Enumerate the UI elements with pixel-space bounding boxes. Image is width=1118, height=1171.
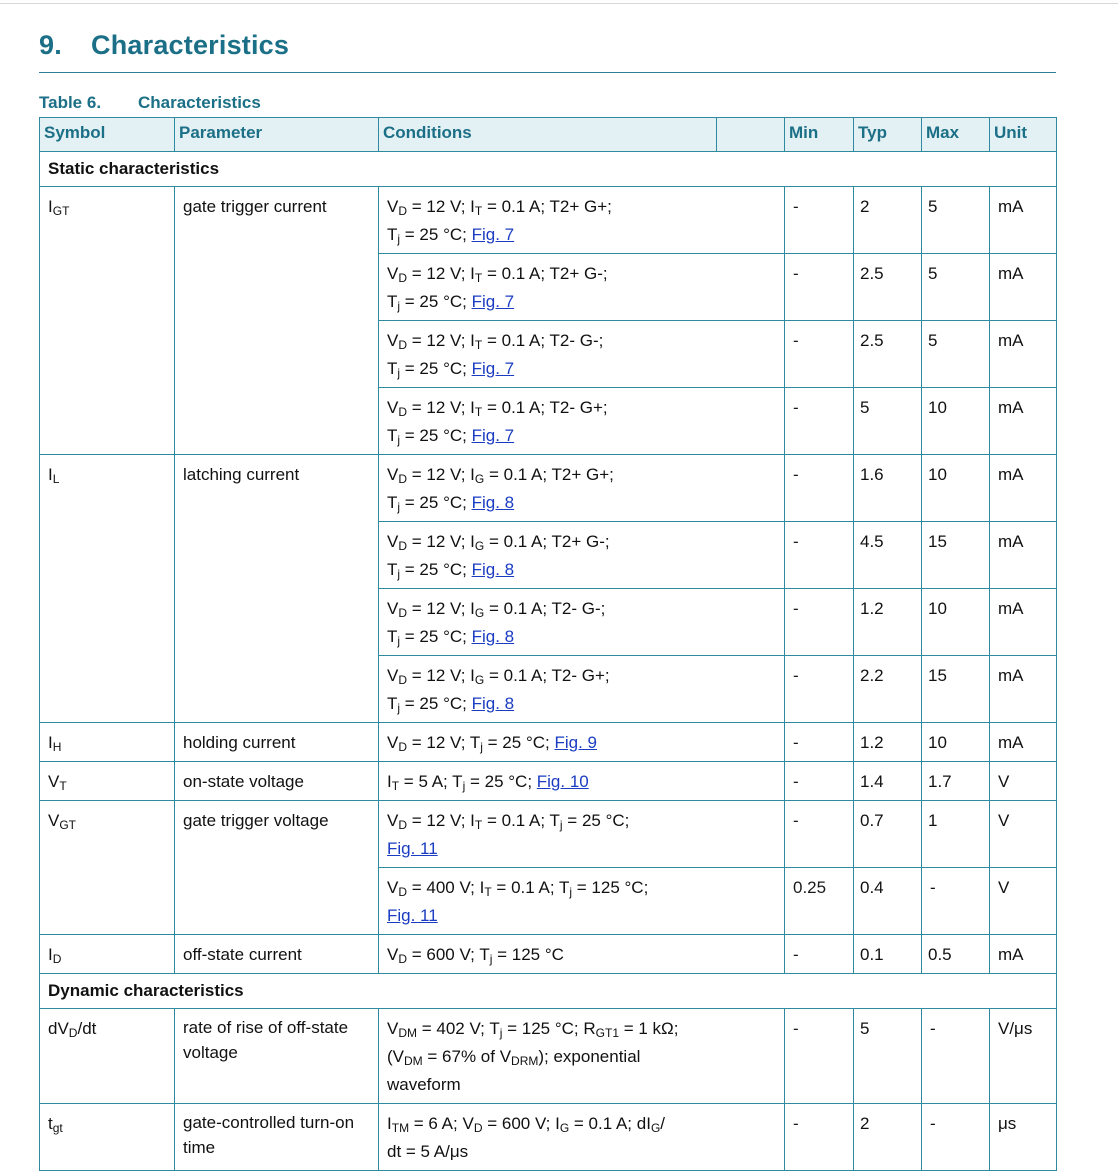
cell-symbol: $dV_D/dt$ bbox=[40, 1009, 175, 1104]
table-row bbox=[40, 455, 1057, 522]
cell-conditions: $V_D = 12$ V; $I_T = 0.1$ A; T2+ G+; $T_j = 25$ °C; Fig. 7 bbox=[379, 187, 785, 254]
cell-parameter: rate of rise of off-state voltage bbox=[175, 1009, 379, 1104]
cell-max: 15 bbox=[922, 656, 990, 723]
table-caption bbox=[39, 93, 261, 113]
cell-max: 5 bbox=[922, 187, 990, 254]
cell-min: 0.25 bbox=[785, 868, 854, 935]
cell-max: 10 bbox=[922, 723, 990, 762]
header-max: Max bbox=[922, 118, 990, 152]
cell-conditions: $V_D = 12$ V; $I_G = 0.1$ A; T2- G-; $T_j = 25$ °C; Fig. 8 bbox=[379, 589, 785, 656]
cell-unit: mA bbox=[990, 254, 1057, 321]
cell-symbol: $I_H$ bbox=[40, 723, 175, 762]
cell-max: 10 bbox=[922, 455, 990, 522]
cell-typ: 2.2 bbox=[854, 656, 922, 723]
fig-8-link[interactable]: Fig. 8 bbox=[471, 493, 515, 512]
cell-conditions: $V_D = 12$ V; $I_T = 0.1$ A; $T_j = 25$ °C; Fig. 11 bbox=[379, 801, 785, 868]
fig-11-link[interactable]: Fig. 11 bbox=[387, 839, 438, 858]
fig-7-link[interactable]: Fig. 7 bbox=[471, 292, 515, 311]
group-row-dynamic bbox=[40, 974, 1057, 1009]
cell-min: - bbox=[785, 762, 854, 801]
cell-max: 0.5 bbox=[922, 935, 990, 974]
cell-max: - bbox=[922, 868, 990, 935]
cell-typ: 1.2 bbox=[854, 589, 922, 656]
cell-unit: mA bbox=[990, 935, 1057, 974]
cell-unit: V bbox=[990, 801, 1057, 868]
cell-parameter: holding current bbox=[175, 723, 379, 762]
cell-symbol: $t_{gt}$ bbox=[40, 1104, 175, 1171]
cell-typ: 0.7 bbox=[854, 801, 922, 868]
table-row bbox=[40, 1104, 1057, 1171]
cell-max: - bbox=[922, 1104, 990, 1171]
cell-parameter: on-state voltage bbox=[175, 762, 379, 801]
cell-unit: mA bbox=[990, 589, 1057, 656]
cell-unit: mA bbox=[990, 187, 1057, 254]
cell-min: - bbox=[785, 589, 854, 656]
cell-conditions: $V_D = 12$ V; $I_G = 0.1$ A; T2+ G+; $T_j = 25$ °C; Fig. 8 bbox=[379, 455, 785, 522]
cell-max: 5 bbox=[922, 254, 990, 321]
cell-symbol: $V_T$ bbox=[40, 762, 175, 801]
cell-conditions: $V_D = 12$ V; $I_T = 0.1$ A; T2- G-; $T_j = 25$ °C; Fig. 7 bbox=[379, 321, 785, 388]
fig-7-link[interactable]: Fig. 7 bbox=[471, 225, 515, 244]
cell-typ: 5 bbox=[854, 1009, 922, 1104]
fig-11-link[interactable]: Fig. 11 bbox=[387, 906, 438, 925]
cell-unit: mA bbox=[990, 455, 1057, 522]
cell-unit: mA bbox=[990, 723, 1057, 762]
table-row bbox=[40, 935, 1057, 974]
cell-unit: V/μs bbox=[990, 1009, 1057, 1104]
group-row-static bbox=[40, 152, 1057, 187]
header-conditions: Conditions bbox=[379, 118, 717, 152]
cell-max: 15 bbox=[922, 522, 990, 589]
table-row bbox=[40, 801, 1057, 868]
cell-min: - bbox=[785, 1104, 854, 1171]
cell-typ: 0.4 bbox=[854, 868, 922, 935]
cell-max: 1 bbox=[922, 801, 990, 868]
cell-max: 1.7 bbox=[922, 762, 990, 801]
cell-unit: mA bbox=[990, 388, 1057, 455]
cell-unit: mA bbox=[990, 321, 1057, 388]
cell-parameter: gate-controlled turn-on time bbox=[175, 1104, 379, 1171]
cell-typ: 0.1 bbox=[854, 935, 922, 974]
cell-min: - bbox=[785, 801, 854, 868]
table-row bbox=[40, 723, 1057, 762]
cell-conditions: $V_D = 12$ V; $I_T = 0.1$ A; T2- G+; $T_j = 25$ °C; Fig. 7 bbox=[379, 388, 785, 455]
cell-symbol: $I_L$ bbox=[40, 455, 175, 723]
table-label: Table 6. bbox=[39, 93, 102, 112]
cell-max: - bbox=[922, 1009, 990, 1104]
fig-7-link[interactable]: Fig. 7 bbox=[471, 426, 515, 445]
cell-unit: mA bbox=[990, 522, 1057, 589]
cell-typ: 4.5 bbox=[854, 522, 922, 589]
cell-symbol: $I_D$ bbox=[40, 935, 175, 974]
cell-unit: mA bbox=[990, 656, 1057, 723]
cell-symbol: $I_{GT}$ bbox=[40, 187, 175, 455]
cell-max: 5 bbox=[922, 321, 990, 388]
cell-min: - bbox=[785, 455, 854, 522]
cell-min: - bbox=[785, 522, 854, 589]
header-min: Min bbox=[785, 118, 854, 152]
group-label-static: Static characteristics bbox=[40, 152, 1057, 187]
cell-min: - bbox=[785, 723, 854, 762]
cell-min: - bbox=[785, 321, 854, 388]
header-symbol: Symbol bbox=[40, 118, 175, 152]
cell-conditions: $V_D = 12$ V; $I_T = 0.1$ A; T2+ G-; $T_j = 25$ °C; Fig. 7 bbox=[379, 254, 785, 321]
cell-conditions: $V_D = 12$ V; $T_j = 25$ °C; Fig. 9 bbox=[379, 723, 785, 762]
cell-min: - bbox=[785, 388, 854, 455]
cell-conditions: $V_D = 12$ V; $I_G = 0.1$ A; T2+ G-; $T_j = 25$ °C; Fig. 8 bbox=[379, 522, 785, 589]
header-parameter: Parameter bbox=[175, 118, 379, 152]
table-title: Characteristics bbox=[138, 93, 261, 112]
characteristics-table bbox=[39, 117, 1057, 1171]
cell-min: - bbox=[785, 187, 854, 254]
header-unit: Unit bbox=[990, 118, 1057, 152]
fig-9-link[interactable]: Fig. 9 bbox=[554, 733, 597, 752]
cell-typ: 2 bbox=[854, 187, 922, 254]
cell-parameter: gate trigger voltage bbox=[175, 801, 379, 935]
cell-unit: V bbox=[990, 762, 1057, 801]
cell-conditions: $I_{TM} = 6$ A; $V_D = 600$ V; $I_G = 0.1$ A; $dI_G/$ dt = 5 A/μs bbox=[379, 1104, 785, 1171]
cell-parameter: gate trigger current bbox=[175, 187, 379, 455]
cell-typ: 1.2 bbox=[854, 723, 922, 762]
cell-min: - bbox=[785, 656, 854, 723]
fig-8-link[interactable]: Fig. 8 bbox=[471, 627, 515, 646]
cell-max: 10 bbox=[922, 388, 990, 455]
fig-8-link[interactable]: Fig. 8 bbox=[471, 694, 515, 713]
cell-unit: μs bbox=[990, 1104, 1057, 1171]
top-divider bbox=[0, 3, 1118, 4]
cell-typ: 2 bbox=[854, 1104, 922, 1171]
section-rule bbox=[39, 72, 1056, 73]
cell-typ: 2.5 bbox=[854, 254, 922, 321]
cell-min: - bbox=[785, 935, 854, 974]
cell-min: - bbox=[785, 254, 854, 321]
fig-8-link[interactable]: Fig. 8 bbox=[471, 560, 515, 579]
cell-min: - bbox=[785, 1009, 854, 1104]
cell-typ: 2.5 bbox=[854, 321, 922, 388]
cell-typ: 1.6 bbox=[854, 455, 922, 522]
section-title-text: Characteristics bbox=[91, 30, 290, 60]
cell-symbol: $V_{GT}$ bbox=[40, 801, 175, 935]
table-row bbox=[40, 762, 1057, 801]
cell-parameter: latching current bbox=[175, 455, 379, 723]
cell-conditions: $V_D = 600$ V; $T_j = 125$ °C bbox=[379, 935, 785, 974]
cell-conditions: $V_D = 12$ V; $I_G = 0.1$ A; T2- G+; $T_j = 25$ °C; Fig. 8 bbox=[379, 656, 785, 723]
fig-10-link[interactable]: Fig. 10 bbox=[536, 772, 589, 791]
group-label-dynamic: Dynamic characteristics bbox=[40, 974, 1057, 1009]
cell-max: 10 bbox=[922, 589, 990, 656]
cell-conditions: $V_D = 400$ V; $I_T = 0.1$ A; $T_j = 125$ °C; Fig. 11 bbox=[379, 868, 785, 935]
header-row bbox=[40, 118, 1057, 152]
cell-typ: 1.4 bbox=[854, 762, 922, 801]
cell-typ: 5 bbox=[854, 388, 922, 455]
section-title bbox=[39, 30, 289, 61]
header-typ: Typ bbox=[854, 118, 922, 152]
cell-conditions: $I_T = 5$ A; $T_j = 25$ °C; Fig. 10 bbox=[379, 762, 785, 801]
cell-parameter: off-state current bbox=[175, 935, 379, 974]
cell-unit: V bbox=[990, 868, 1057, 935]
section-number: 9. bbox=[39, 30, 62, 60]
cell-conditions: $V_{DM} = 402$ V; $T_j = 125$ °C; $R_{GT1} = 1$ kΩ; ($V_{DM} = 67\%$ of $V_{DRM}$); exponential waveform bbox=[379, 1009, 785, 1104]
table-row bbox=[40, 187, 1057, 254]
fig-7-link[interactable]: Fig. 7 bbox=[471, 359, 515, 378]
header-blank bbox=[717, 118, 785, 152]
table-row bbox=[40, 1009, 1057, 1104]
